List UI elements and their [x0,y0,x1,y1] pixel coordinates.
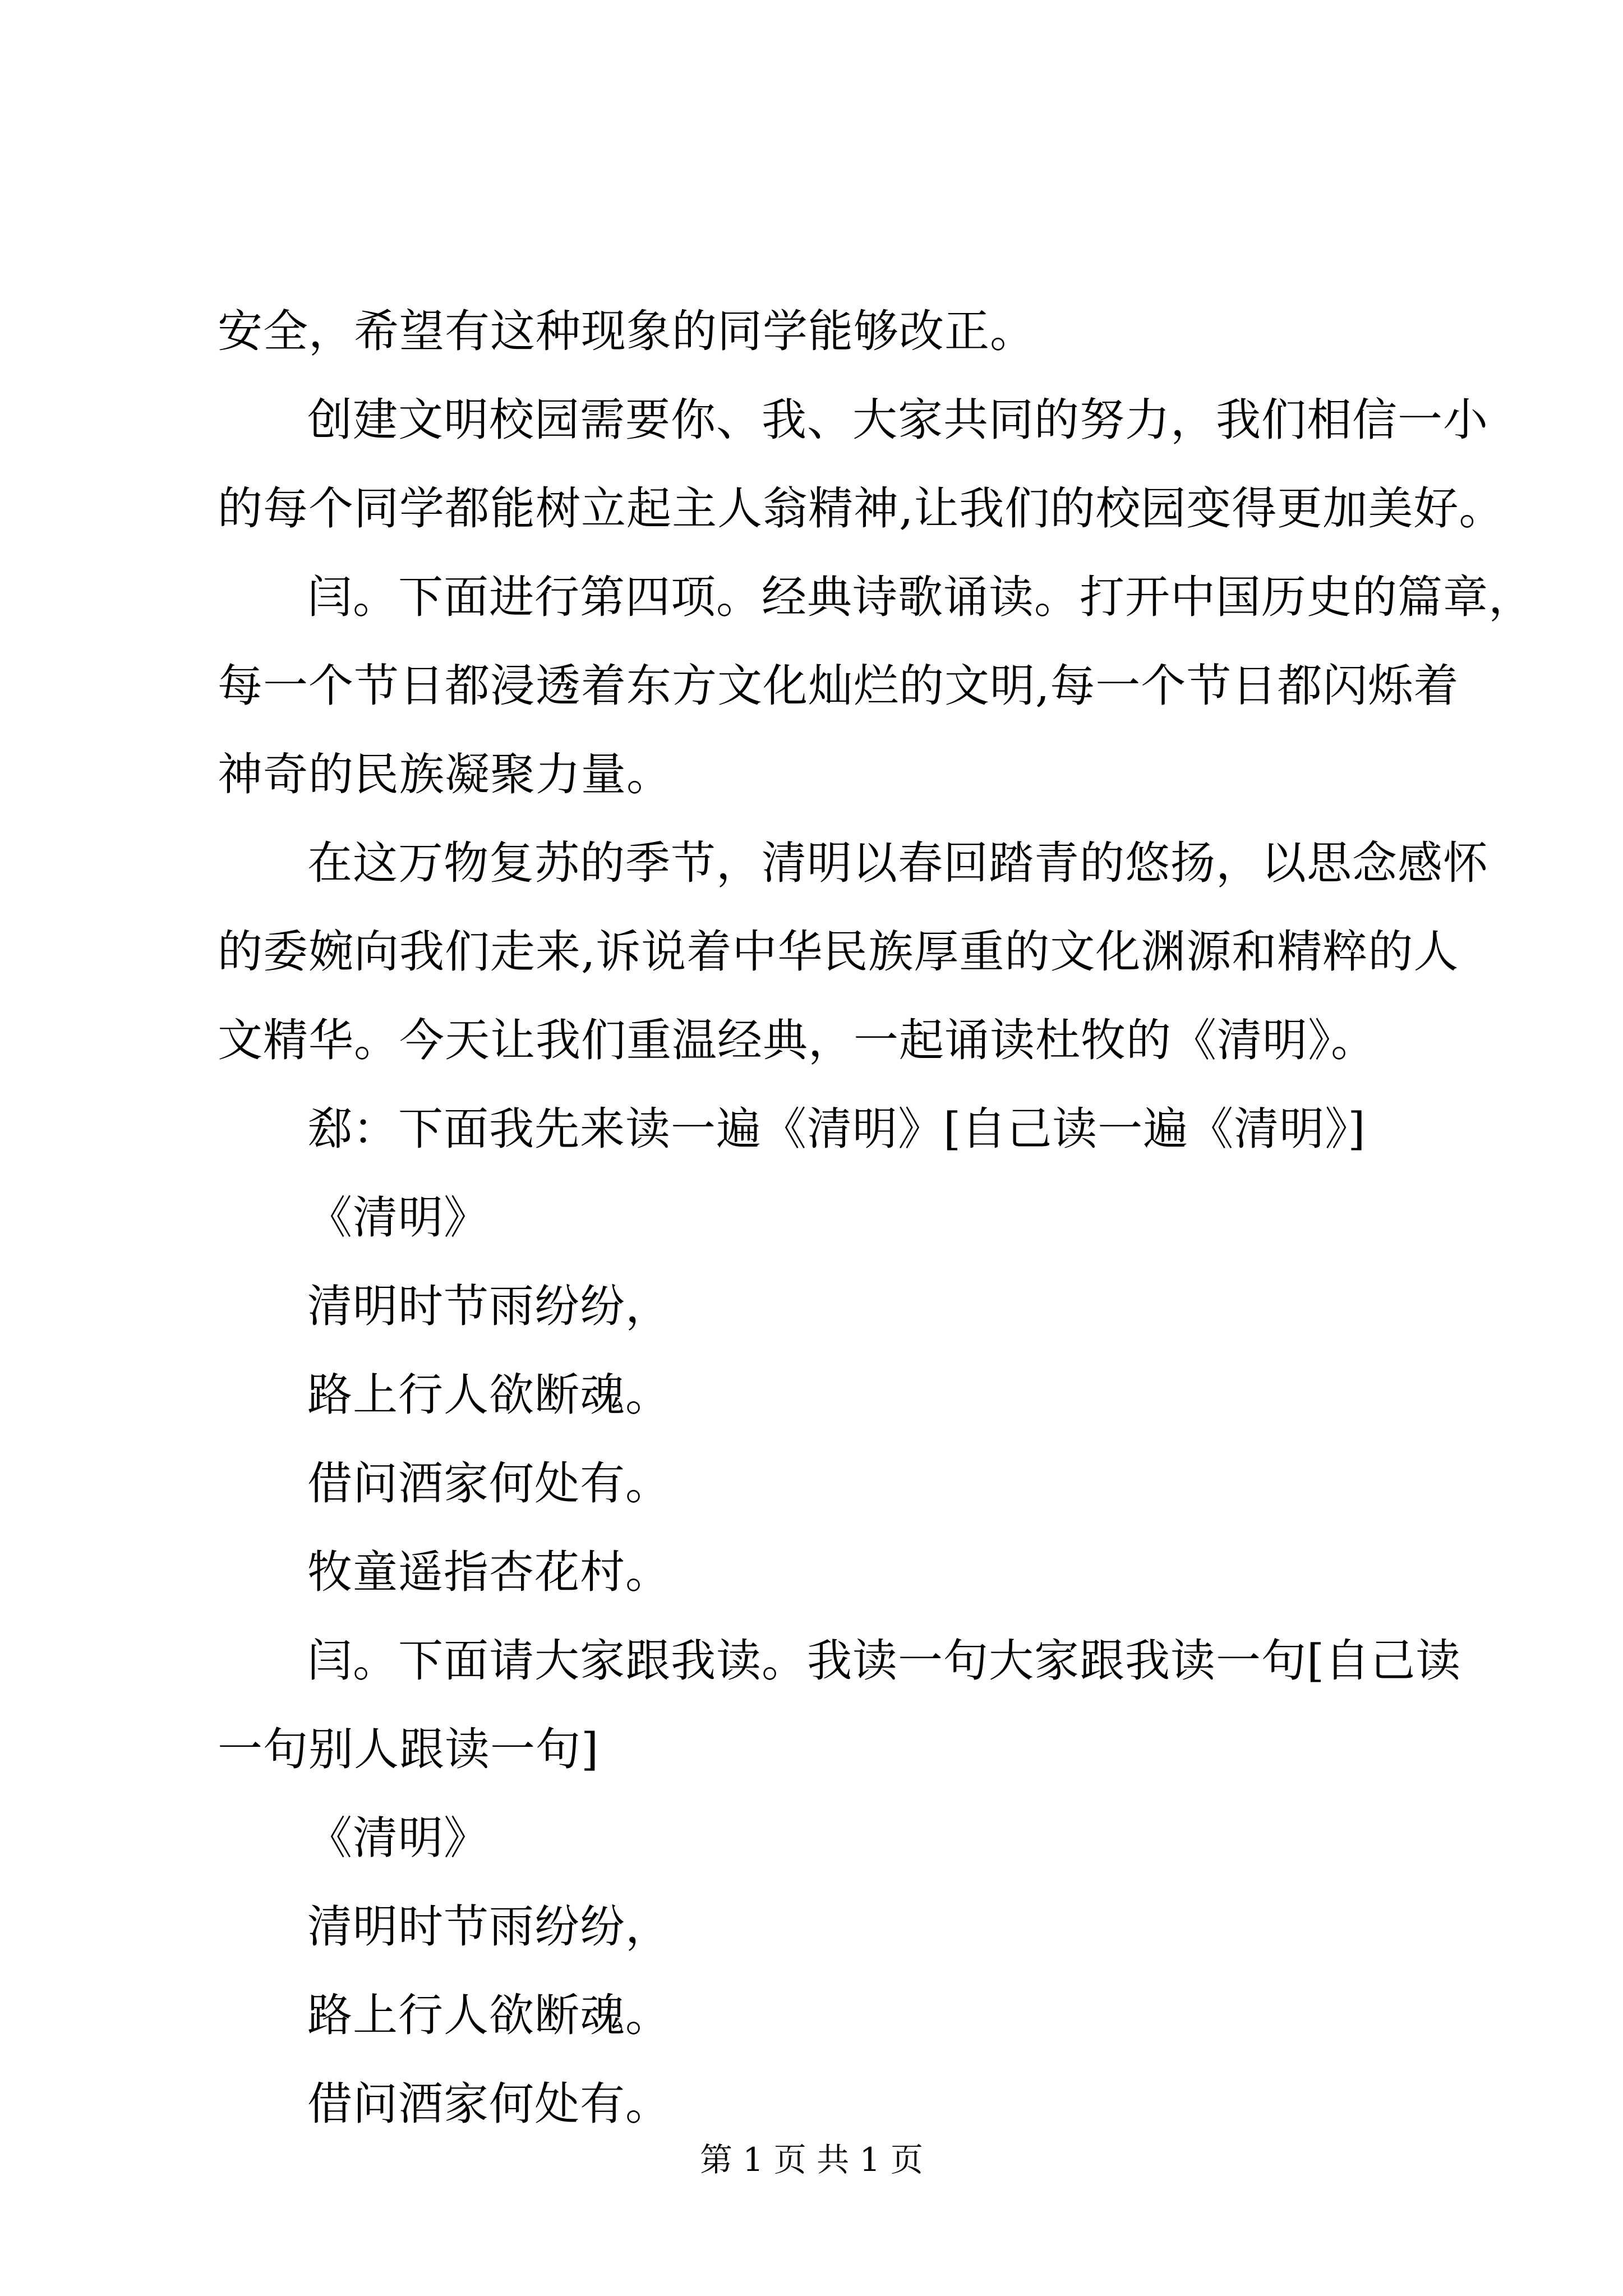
poem-line: 借问酒家何处有。 [307,2078,671,2130]
poem-title: 《清明》 [307,1191,489,1244]
poem-line: 牧童遥指杏花村。 [307,1546,671,1598]
poem-line: 清明时节雨纷纷， [307,1901,671,1953]
paragraph-start-line: 创建文明校园需要你、我、大家共同的努力，我们相信一小 [307,394,1488,446]
paragraph-start-line: 闫。下面请大家跟我读。我读一句大家跟我读一句[自己读 [307,1635,1461,1687]
poem-line: 清明时节雨纷纷， [307,1280,671,1332]
poem-line: 路上行人欲断魂。 [307,1369,671,1421]
page-footer: 第 1 页 共 1 页 [700,2141,923,2179]
paragraph-start-line: 郄：下面我先来读一遍《清明》[自己读一遍《清明》] [307,1103,1366,1155]
paragraph-start-line: 闫。下面进行第四项。经典诗歌诵读。打开中国历史的篇章， [307,571,1534,623]
text-line: 的每个同学都能树立起主人翁精神,让我们的校园变得更加美好。 [218,482,1505,535]
text-line: 文精华。今天让我们重温经典，一起诵读杜牧的《清明》。 [218,1014,1376,1066]
text-line: 的委婉向我们走来,诉说着中华民族厚重的文化渊源和精粹的人 [218,926,1459,978]
text-line: 神奇的民族凝聚力量。 [218,748,672,800]
document-body [218,287,1534,2148]
text-line: 每一个节日都浸透着东方文化灿烂的文明,每一个节日都闪烁着 [218,660,1459,712]
poem-line: 借问酒家何处有。 [307,1457,671,1510]
poem-line: 路上行人欲断魂。 [307,1989,671,2041]
paragraph-start-line: 在这万物复苏的季节，清明以春回踏青的悠扬，以思念感怀 [307,837,1488,889]
text-line: 一句别人跟读一句] [218,1723,600,1775]
poem-title: 《清明》 [307,1812,489,1864]
text-line: 安全，希望有这种现象的同学能够改正。 [218,305,1035,357]
